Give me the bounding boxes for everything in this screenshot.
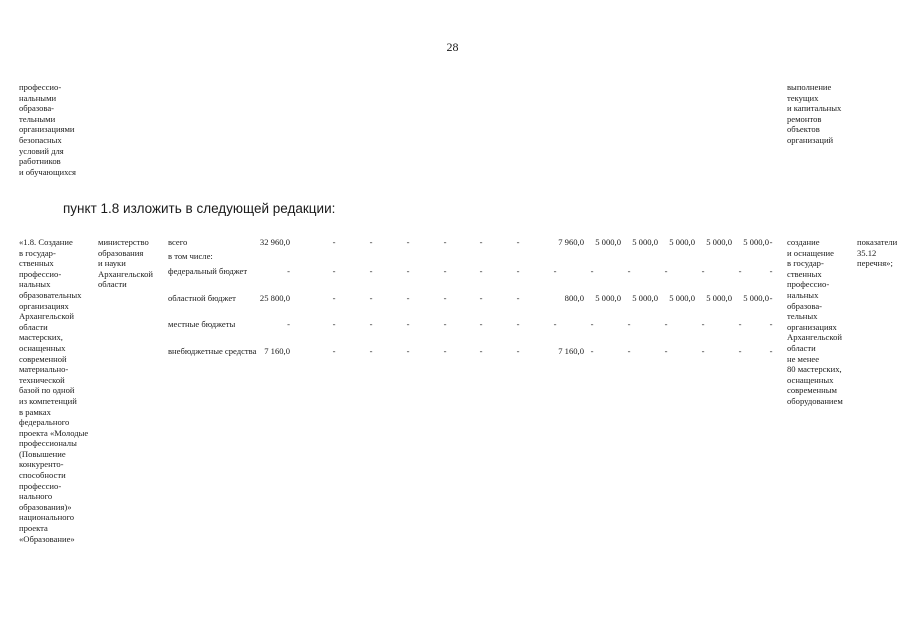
funding-year-value: - bbox=[516, 237, 520, 247]
funding-year-value: - bbox=[479, 266, 483, 276]
funding-year-value: - bbox=[332, 293, 336, 303]
funding-year-value: 5 000,0 bbox=[632, 237, 658, 247]
funding-year-value: 5 000,0 bbox=[669, 237, 695, 247]
funding-source-sublabel: в том числе: bbox=[168, 251, 213, 261]
funding-year-value: - bbox=[769, 293, 773, 303]
funding-total: 7 160,0 bbox=[264, 346, 290, 356]
funding-year-value: 5 000,0 bbox=[743, 237, 769, 247]
funding-year-value: - bbox=[701, 346, 705, 356]
funding-year-value: 5 000,0 bbox=[706, 293, 732, 303]
funding-total: 25 800,0 bbox=[259, 293, 290, 303]
funding-year-value: 5 000,0 bbox=[595, 237, 621, 247]
funding-source-label: федеральный бюджет bbox=[168, 266, 248, 276]
funding-year-value: - bbox=[553, 319, 557, 329]
funding-year-value: - bbox=[627, 319, 631, 329]
funding-year-value: - bbox=[332, 346, 336, 356]
funding-year-value: 5 000,0 bbox=[669, 293, 695, 303]
funding-year-value: - bbox=[406, 346, 410, 356]
funding-year-value: - bbox=[769, 319, 773, 329]
funding-year-value: - bbox=[590, 266, 594, 276]
funding-source-label: областной бюджет bbox=[168, 293, 236, 303]
funding-year-value: - bbox=[369, 237, 373, 247]
funding-year-value: - bbox=[553, 266, 557, 276]
funding-year-value: - bbox=[479, 237, 483, 247]
funding-year-value: - bbox=[516, 346, 520, 356]
funding-year-value: 5 000,0 bbox=[595, 293, 621, 303]
funding-year-value: - bbox=[627, 346, 631, 356]
funding-source-label: местные бюджеты bbox=[168, 319, 236, 329]
funding-year-value: 7 960,0 bbox=[558, 237, 584, 247]
funding-source-label: всего bbox=[168, 237, 188, 247]
funding-year-value: - bbox=[332, 237, 336, 247]
funding-year-value: - bbox=[627, 266, 631, 276]
funding-year-value: - bbox=[369, 293, 373, 303]
measure-name: «1.8. Создание в государ- ственных профессио- нальных образовательных организациях Архангельской области мастерских, оснащенных современной материально- технической базой по одной из компетенций в рамках федерального проекта «Молодые профессионалы (Повышение конкуренто- способности профессио- нального образования)» национального проекта «Образование» bbox=[19, 237, 89, 544]
funding-year-value: 800,0 bbox=[564, 293, 584, 303]
funding-year-value: - bbox=[738, 266, 742, 276]
funding-year-value: 5 000,0 bbox=[706, 237, 732, 247]
executor-name: министерство образования и науки Архангельской области bbox=[98, 237, 153, 290]
funding-year-value: - bbox=[369, 346, 373, 356]
funding-year-value: - bbox=[332, 319, 336, 329]
funding-year-value: - bbox=[664, 346, 668, 356]
funding-year-value: - bbox=[406, 319, 410, 329]
funding-year-value: - bbox=[516, 293, 520, 303]
funding-year-value: - bbox=[664, 319, 668, 329]
funding-year-value: - bbox=[701, 266, 705, 276]
funding-year-value: - bbox=[769, 237, 773, 247]
amendment-heading: пункт 1.8 изложить в следующей редакции: bbox=[63, 201, 336, 216]
funding-year-value: - bbox=[479, 346, 483, 356]
funding-source-label: внебюджетные средства bbox=[168, 346, 257, 356]
previous-row-measure-text: професcио- нальными образова- тельными организациями безопасных условий для работников и обучающихся bbox=[19, 82, 76, 177]
indicator-reference: показатели 35.12 перечня»; bbox=[857, 237, 898, 269]
funding-year-value: - bbox=[369, 319, 373, 329]
funding-year-value: - bbox=[406, 293, 410, 303]
funding-year-value: 7 160,0 bbox=[558, 346, 584, 356]
funding-year-value: - bbox=[738, 346, 742, 356]
funding-total: 32 960,0 bbox=[259, 237, 290, 247]
funding-year-value: - bbox=[443, 237, 447, 247]
funding-year-value: - bbox=[332, 266, 336, 276]
funding-total: - bbox=[287, 266, 290, 276]
expected-result: создание и оснащение в государ- ственных профессио- нальных образова- тельных организациях Архангельской области не менее 80 мастерских, оснащенных современным оборудованием bbox=[787, 237, 843, 406]
funding-year-value: - bbox=[738, 319, 742, 329]
funding-year-value: - bbox=[369, 266, 373, 276]
funding-year-value: - bbox=[701, 319, 705, 329]
funding-year-value: - bbox=[443, 319, 447, 329]
funding-year-value: - bbox=[516, 266, 520, 276]
page-number: 28 bbox=[446, 40, 459, 54]
funding-year-value: - bbox=[479, 293, 483, 303]
funding-year-value: - bbox=[590, 346, 594, 356]
previous-row-result-text: выполнение текущих и капитальных ремонтов объектов организаций bbox=[787, 82, 842, 145]
funding-year-value: - bbox=[516, 319, 520, 329]
funding-year-value: - bbox=[769, 266, 773, 276]
funding-year-value: 5 000,0 bbox=[632, 293, 658, 303]
funding-year-value: - bbox=[443, 293, 447, 303]
funding-total: - bbox=[287, 319, 290, 329]
funding-year-value: - bbox=[406, 237, 410, 247]
funding-year-value: 5 000,0 bbox=[743, 293, 769, 303]
funding-year-value: - bbox=[406, 266, 410, 276]
funding-year-value: - bbox=[664, 266, 668, 276]
funding-year-value: - bbox=[443, 346, 447, 356]
funding-year-value: - bbox=[479, 319, 483, 329]
funding-year-value: - bbox=[590, 319, 594, 329]
funding-year-value: - bbox=[769, 346, 773, 356]
funding-year-value: - bbox=[443, 266, 447, 276]
